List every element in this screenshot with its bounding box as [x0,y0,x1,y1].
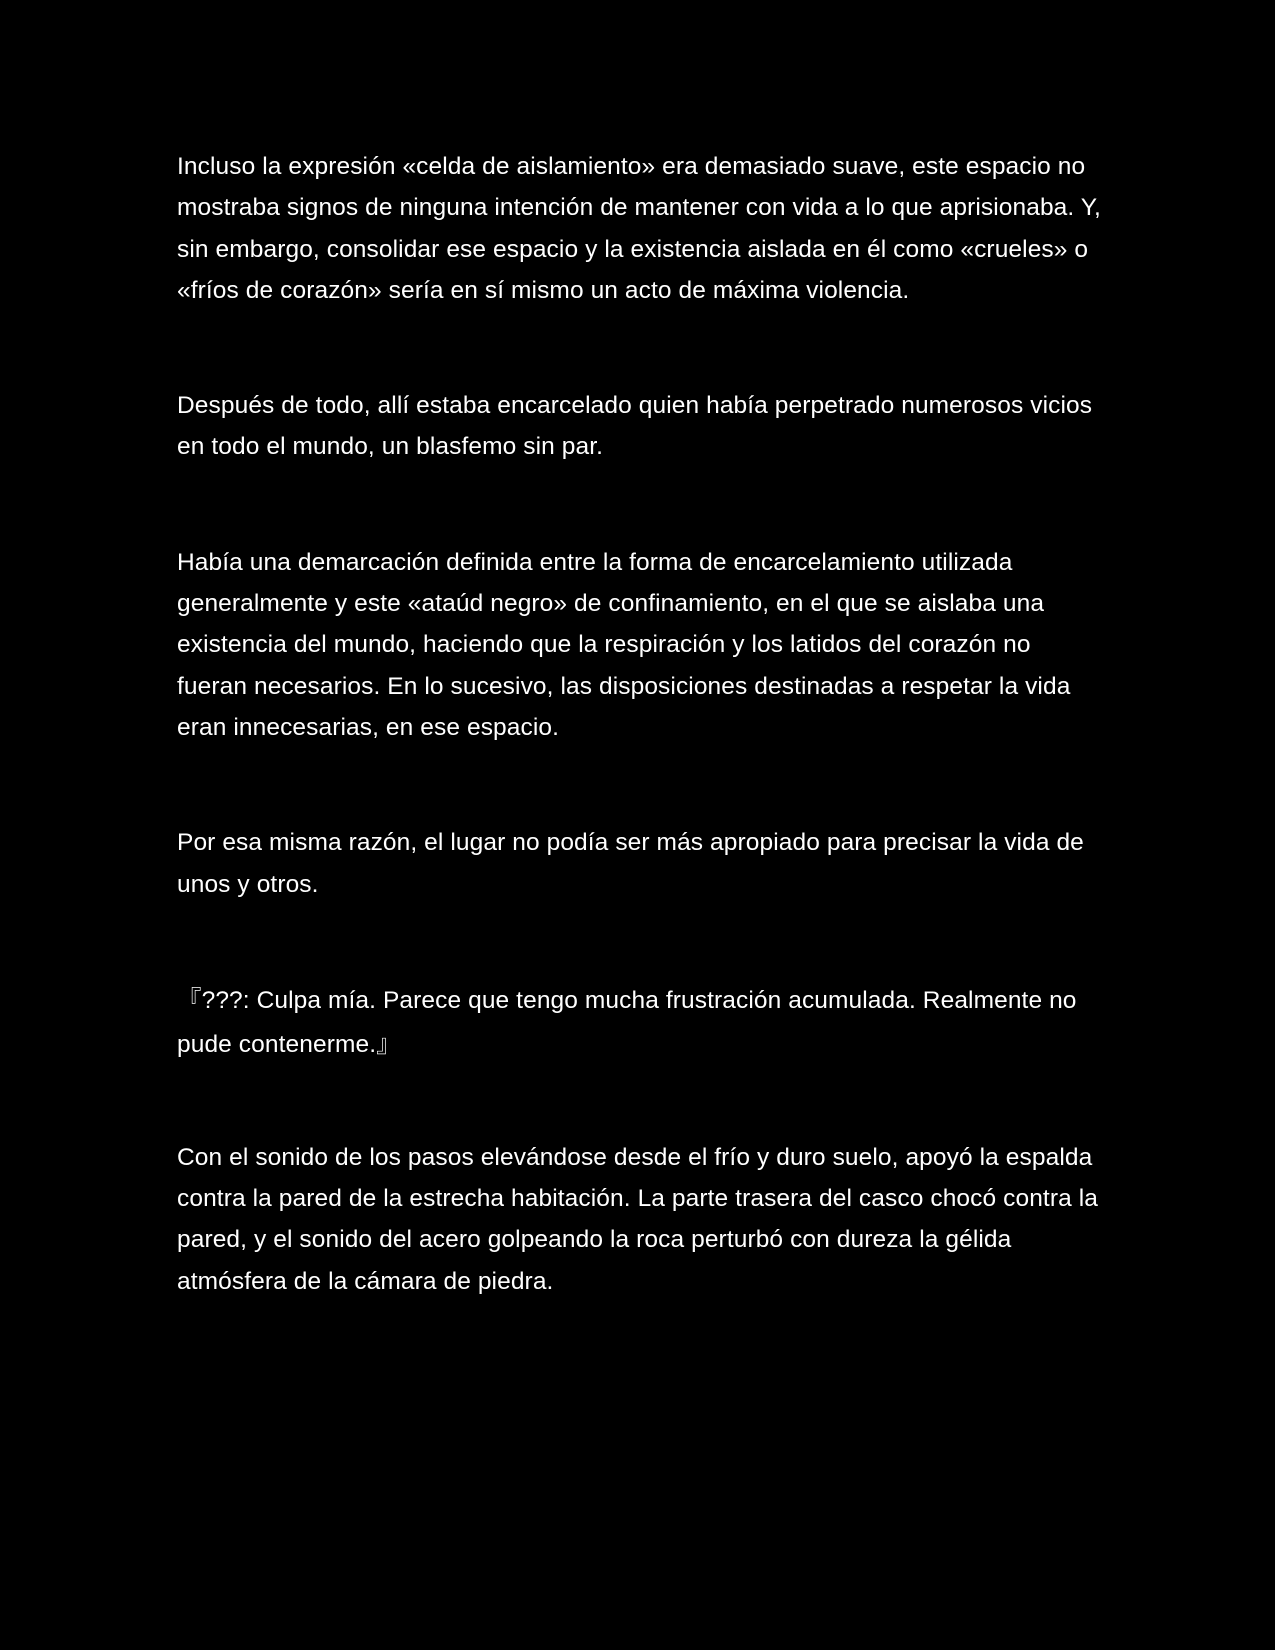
dialogue-line: 『???: Culpa mía. Parece que tengo mucha frustración acumulada. Realmente no pude contenerme.』 [177,986,1077,1058]
paragraph-1: Incluso la expresión «celda de aislamiento» era demasiado suave, este espacio no mostraba signos de ninguna intención de mantener con vida a lo que aprisionaba. Y, sin embargo, consolidar ese espacio y la existencia aislada en él como «crueles» o «fríos de corazón» sería en sí mismo un acto de máxima violencia. [177,153,1101,304]
paragraph-2: Después de todo, allí estaba encarcelado quien había perpetrado numerosos vicios en todo el mundo, un blasfemo sin par. [177,392,1093,461]
paragraph-4: Por esa misma razón, el lugar no podía ser más apropiado para precisar la vida de unos y otros. [177,829,1084,898]
paragraph-3: Había una demarcación definida entre la forma de encarcelamiento utilizada generalmente y este «ataúd negro» de confinamiento, en el que se aislaba una existencia del mundo, haciendo que la respiración y los latidos del corazón no fueran necesarios. En lo sucesivo, las disposiciones destinadas a respetar la vida eran innecesarias, en ese espacio. [177,548,1071,741]
paragraph-6: Con el sonido de los pasos elevándose desde el frío y duro suelo, apoyó la espalda contra la pared de la estrecha habitación. La parte trasera del casco chocó contra la pared, y el sonido del acero golpeando la roca perturbó con dureza la gélida atmósfera de la cámara de piedra. [177,1143,1098,1295]
document-body [177,146,1107,1376]
